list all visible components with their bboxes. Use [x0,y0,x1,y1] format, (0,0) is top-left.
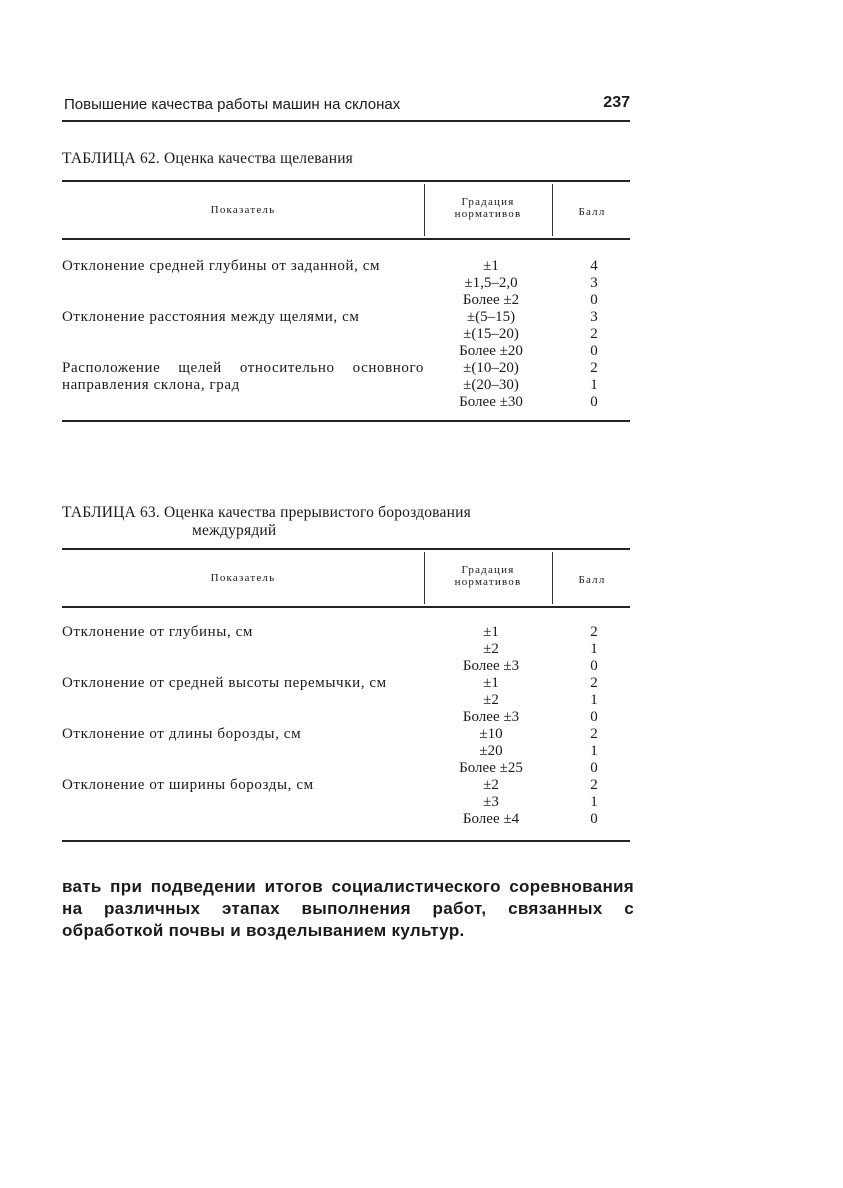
score-value: 0 [590,343,598,359]
column-header-indicator: Показатель [210,572,276,584]
header-bottom-rule [62,238,630,240]
score-value: 0 [590,709,598,725]
body-paragraph: вать при подведении итогов социалистического соревнования на различных этапах выполнения работ, связанных с обработкой почвы и возделыванием культур. [62,877,634,940]
row-scores [572,360,616,411]
row-grades [424,624,558,675]
score-value: 0 [590,811,598,827]
score-value: 0 [590,658,598,674]
grade-value: Более ±25 [459,760,523,776]
grade-value: ±2 [483,641,499,657]
grade-value: Более ±2 [462,292,520,308]
row-scores [572,624,616,675]
grade-value: ±1,5–2,0 [464,275,518,291]
page-number: 237 [603,94,630,111]
table-bottom-rule [62,840,630,842]
row-scores [572,777,616,828]
header-bottom-rule [62,606,630,608]
row-scores [572,309,616,360]
table-63-caption [62,504,471,540]
row-grades [424,726,558,777]
row-indicator: Отклонение от средней высоты перемычки, см [62,675,387,691]
table-63 [62,548,630,848]
column-header-grades: Градация нормативов [454,196,522,220]
grade-value: ±(5–15) [466,309,516,325]
column-divider [552,184,553,236]
grade-value: ±10 [479,726,503,742]
row-grades [424,309,558,360]
column-divider [424,552,425,604]
grade-value: ±3 [483,794,499,810]
table-top-rule [62,548,630,550]
score-value: 0 [590,760,598,776]
row-scores [572,726,616,777]
row-indicator: Отклонение средней глубины от заданной, см [62,258,381,274]
grade-value: ±20 [479,743,503,759]
score-value: 1 [590,794,598,810]
grade-value: ±(15–20) [463,326,519,342]
score-value: 1 [590,377,598,393]
grade-value: ±(10–20) [463,360,519,376]
score-value: 0 [590,394,598,410]
column-header-score: Балл [578,574,606,586]
grade-value: Более ±20 [459,343,523,359]
row-grades [424,777,558,828]
score-value: 1 [590,692,598,708]
row-indicator: Отклонение от ширины борозды, см [62,777,314,793]
score-value: 0 [590,292,598,308]
score-value: 1 [590,641,598,657]
column-divider [424,184,425,236]
running-title: Повышение качества работы машин на склонах [64,96,401,113]
grade-value: ±2 [483,777,499,793]
table-62-caption: ТАБЛИЦА 62. Оценка качества щелевания [62,150,354,167]
score-value: 2 [590,360,598,376]
grade-value: Более ±30 [459,394,523,410]
grade-value: ±1 [483,258,499,274]
grade-value: Более ±3 [462,658,520,674]
grade-value: Более ±4 [462,811,520,827]
table-62 [62,180,630,425]
column-header-indicator: Показатель [210,204,276,216]
score-value: 2 [590,624,598,640]
grade-value: ±(20–30) [463,377,519,393]
column-divider [552,552,553,604]
score-value: 3 [590,275,598,291]
row-indicator: Расположение щелей относительно основного направления склона, град [62,360,424,393]
row-scores [572,675,616,726]
column-header-score: Балл [578,206,606,218]
score-value: 2 [590,726,598,742]
row-grades [424,258,558,309]
score-value: 3 [590,309,598,325]
grade-value: ±2 [483,692,499,708]
row-indicator: Отклонение от длины борозды, см [62,726,302,742]
row-grades [424,675,558,726]
table-63-caption-line1: ТАБЛИЦА 63. Оценка качества прерывистого бороздования [62,504,471,521]
row-grades [424,360,558,411]
table-top-rule [62,180,630,182]
row-indicator: Отклонение расстояния между щелями, см [62,309,360,325]
column-header-grades: Градация нормативов [454,564,522,588]
table-63-caption-line2: междурядий [192,522,277,539]
table-bottom-rule [62,420,630,422]
score-value: 4 [590,258,598,274]
row-scores [572,258,616,309]
grade-value: ±1 [483,675,499,691]
score-value: 2 [590,777,598,793]
grade-value: Более ±3 [462,709,520,725]
score-value: 2 [590,326,598,342]
running-header [62,92,630,122]
row-indicator: Отклонение от глубины, см [62,624,254,640]
score-value: 2 [590,675,598,691]
grade-value: ±1 [483,624,499,640]
score-value: 1 [590,743,598,759]
